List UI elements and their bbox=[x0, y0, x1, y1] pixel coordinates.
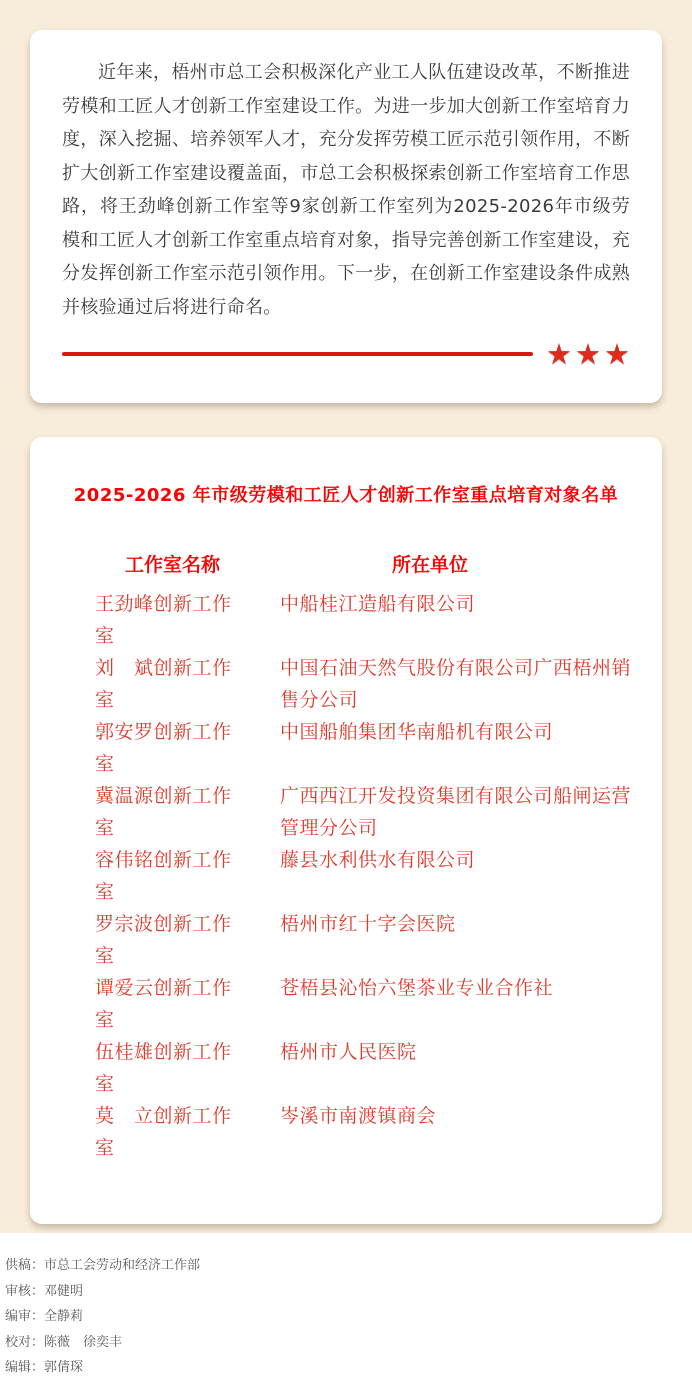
studio-name-cell: 王劲峰创新工作室 bbox=[95, 593, 232, 647]
unit-cell: 广西西江开发投资集团有限公司船闸运营管理分公司 bbox=[280, 785, 632, 839]
table-row bbox=[54, 972, 638, 1036]
table-row bbox=[54, 1036, 638, 1100]
credit-label: 编辑： bbox=[5, 1360, 45, 1375]
column-header-unit: 所在单位 bbox=[391, 554, 468, 576]
studio-name-cell: 刘 斌创新工作室 bbox=[95, 657, 232, 711]
studio-name-cell: 冀温源创新工作室 bbox=[95, 785, 232, 839]
credit-label: 编审： bbox=[5, 1309, 45, 1324]
intro-card bbox=[30, 30, 662, 403]
unit-cell: 中国船舶集团华南船机有限公司 bbox=[280, 721, 554, 743]
credit-value: 陈薇 徐奕丰 bbox=[44, 1334, 123, 1350]
studio-name-cell: 容伟铭创新工作室 bbox=[95, 849, 232, 903]
credit-line-editor bbox=[5, 1361, 682, 1374]
table-row bbox=[54, 908, 638, 972]
table-row bbox=[54, 780, 638, 844]
credit-line-proofreader bbox=[5, 1336, 682, 1349]
credit-value: 全静莉 bbox=[44, 1309, 84, 1324]
studio-name-cell: 伍桂雄创新工作室 bbox=[95, 1041, 232, 1095]
roster-card bbox=[30, 437, 662, 1224]
studio-name-cell: 莫 立创新工作室 bbox=[95, 1105, 232, 1159]
unit-cell: 岑溪市南渡镇商会 bbox=[280, 1105, 437, 1127]
table-row bbox=[54, 652, 638, 716]
column-header-studio: 工作室名称 bbox=[124, 554, 220, 576]
studio-name-cell: 郭安罗创新工作室 bbox=[95, 721, 232, 775]
divider-line bbox=[62, 352, 533, 356]
roster-header-row bbox=[54, 552, 638, 578]
credits-footer bbox=[0, 1233, 692, 1374]
table-row bbox=[54, 1100, 638, 1164]
unit-cell: 中船桂江造船有限公司 bbox=[280, 593, 476, 615]
credit-value: 市总工会劳动和经济工作部 bbox=[44, 1258, 201, 1273]
credit-value: 邓健明 bbox=[44, 1283, 84, 1299]
unit-cell: 藤县水利供水有限公司 bbox=[280, 849, 476, 871]
unit-cell: 梧州市人民医院 bbox=[280, 1041, 417, 1063]
credit-label: 供稿： bbox=[5, 1258, 45, 1273]
credit-label: 校对： bbox=[5, 1334, 45, 1350]
unit-cell: 中国石油天然气股份有限公司广西梧州销售分公司 bbox=[280, 657, 632, 711]
credit-line-editor-reviewer bbox=[5, 1310, 682, 1323]
star-icon: ★ bbox=[575, 337, 601, 371]
table-row bbox=[54, 716, 638, 780]
table-row bbox=[54, 588, 638, 652]
intro-paragraph: 近年来，梧州市总工会积极深化产业工人队伍建设改革，不断推进劳模和工匠人才创新工作室建设工作。为进一步加大创新工作室培育力度，深入挖掘、培养领军人才，充分发挥劳模工匠示范引领作用，不断扩大创新工作室建设覆盖面，市总工会积极探索创新工作室培育工作思路，将王劲峰创新工作室等9家创新工作室列为2025-2026年市级劳模和工匠人才创新工作室重点培育对象，指导完善创新工作室建设，充分发挥创新工作室示范引领作用。下一步，在创新工作室建设条件成熟并核验通过后将进行命名。 bbox=[62, 62, 630, 318]
roster-title: 2025-2026 年市级劳模和工匠人才创新工作室重点培育对象名单 bbox=[73, 485, 619, 506]
table-row bbox=[54, 844, 638, 908]
star-icon: ★ bbox=[604, 337, 630, 371]
credit-line-contributor bbox=[5, 1259, 682, 1272]
credit-line-reviewer bbox=[5, 1285, 682, 1298]
star-icon: ★ bbox=[546, 337, 572, 371]
unit-cell: 梧州市红十字会医院 bbox=[280, 913, 456, 935]
credit-value: 郭倩琛 bbox=[44, 1360, 84, 1375]
studio-name-cell: 谭爱云创新工作室 bbox=[95, 977, 232, 1031]
credit-label: 审核： bbox=[5, 1283, 45, 1299]
studio-name-cell: 罗宗波创新工作室 bbox=[95, 913, 232, 967]
divider bbox=[62, 337, 630, 371]
unit-cell: 苍梧县沁怡六堡茶业专业合作社 bbox=[280, 977, 554, 999]
roster-table bbox=[54, 552, 638, 1164]
